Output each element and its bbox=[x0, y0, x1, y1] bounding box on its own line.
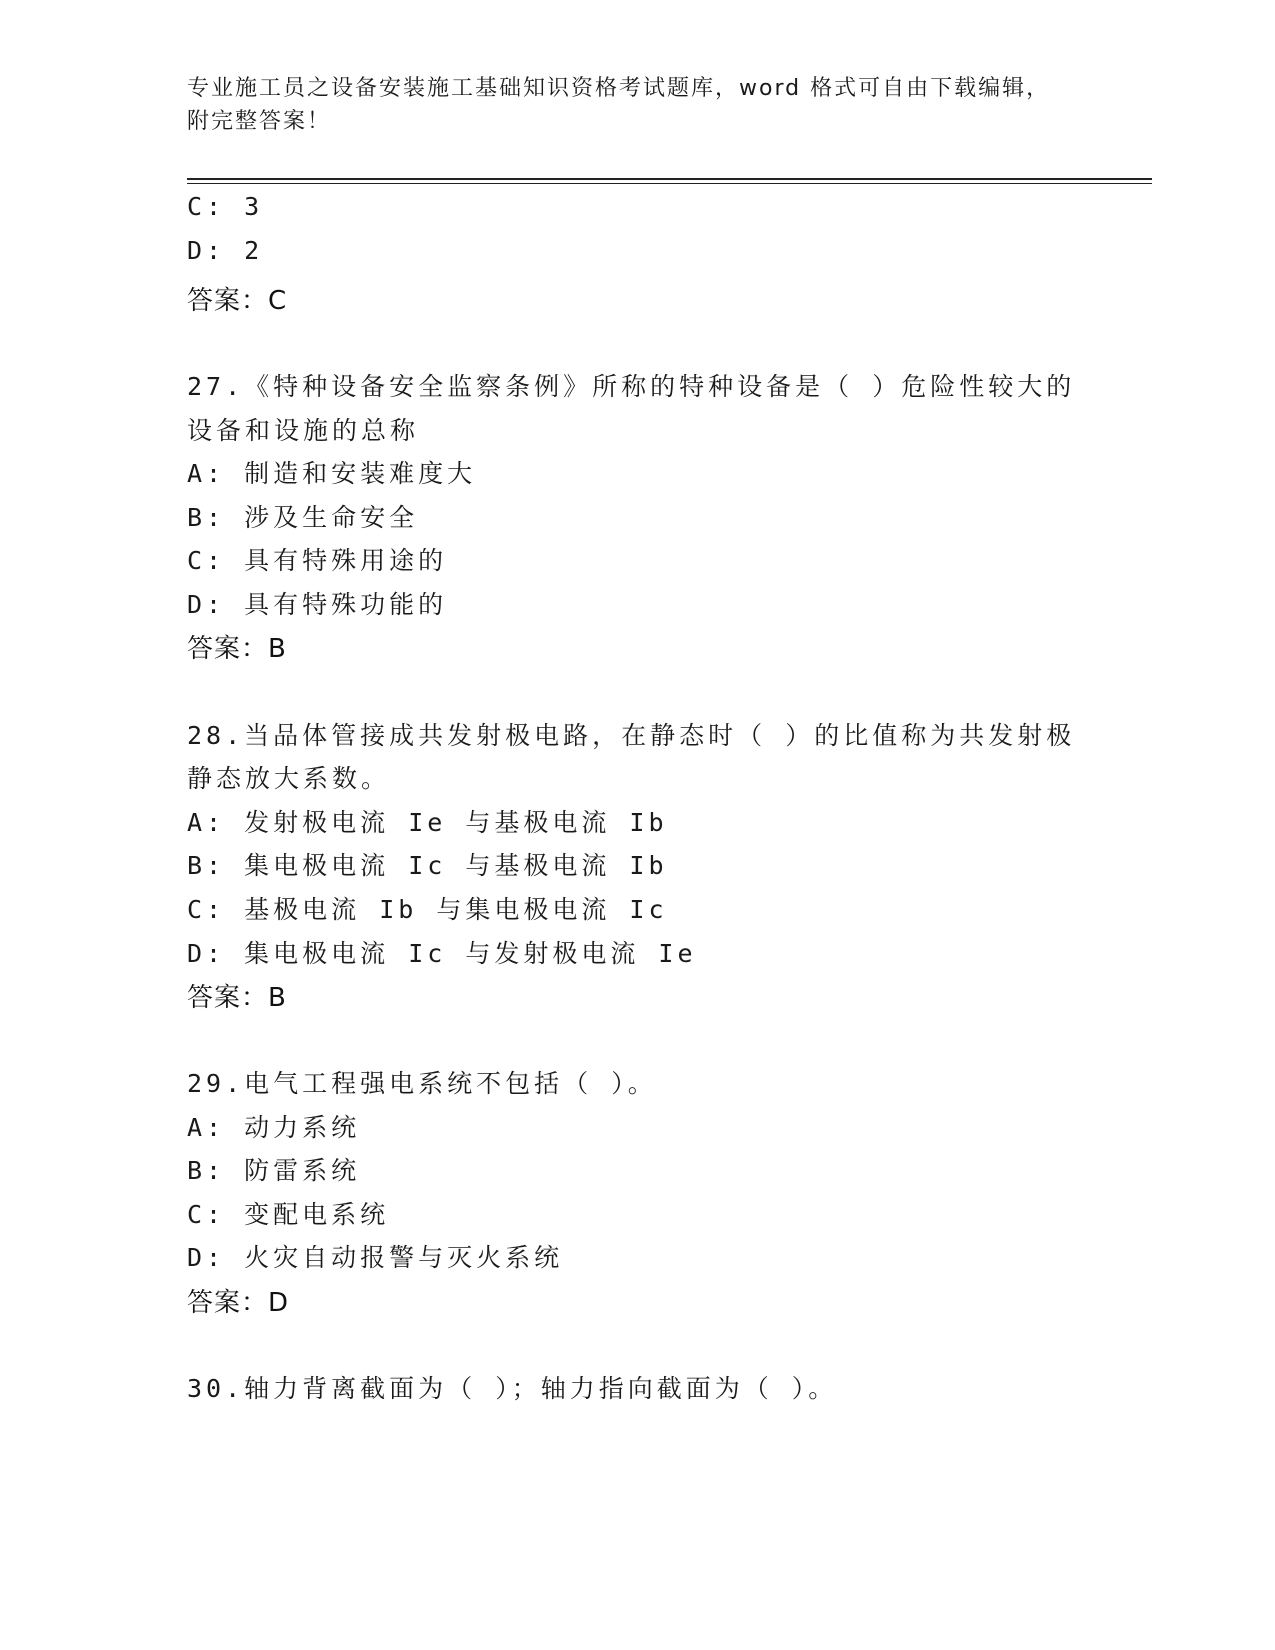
q27-option-a: A: 制造和安装难度大 bbox=[187, 459, 477, 488]
q26-option-d: D: 2 bbox=[187, 236, 264, 265]
q29-option-c: C: 变配电系统 bbox=[187, 1200, 390, 1229]
q28-answer: 答案：B bbox=[187, 983, 287, 1013]
q29-option-d: D: 火灾自动报警与灭火系统 bbox=[187, 1243, 564, 1272]
q27-option-b: B: 涉及生命安全 bbox=[187, 503, 419, 532]
q26-option-c: C: 3 bbox=[187, 192, 264, 221]
q27-stem-line-2: 设备和设施的总称 bbox=[187, 416, 420, 445]
q28-option-c: C: 基极电流 Ib 与集电极电流 Ic bbox=[187, 895, 668, 924]
header-line-2: 附完整答案！ bbox=[187, 109, 332, 134]
q28-option-b: B: 集电极电流 Ic 与基极电流 Ib bbox=[187, 851, 668, 880]
q27-option-d: D: 具有特殊功能的 bbox=[187, 590, 448, 619]
header-rule-thin bbox=[187, 183, 1152, 184]
q30-stem-line-1: 30.轴力背离截面为（ ）；轴力指向截面为（ ）。 bbox=[187, 1374, 838, 1403]
q27-option-c: C: 具有特殊用途的 bbox=[187, 546, 448, 575]
q28-option-d: D: 集电极电流 Ic 与发射极电流 Ie bbox=[187, 939, 697, 968]
q27-answer: 答案：B bbox=[187, 634, 287, 664]
q28-stem-line-1: 28.当品体管接成共发射极电路，在静态时（ ）的比值称为共发射极 bbox=[187, 721, 1076, 750]
q29-answer: 答案：D bbox=[187, 1288, 290, 1318]
document-header bbox=[187, 72, 1087, 138]
header-line-1: 专业施工员之设备安装施工基础知识资格考试题库，word 格式可自由下载编辑， bbox=[187, 76, 1051, 101]
q28-stem-line-2: 静态放大系数。 bbox=[187, 764, 391, 793]
q29-option-b: B: 防雷系统 bbox=[187, 1156, 361, 1185]
q29-option-a: A: 动力系统 bbox=[187, 1113, 361, 1142]
q29-stem-line-1: 29.电气工程强电系统不包括（ ）。 bbox=[187, 1069, 657, 1098]
header-rule-thick bbox=[187, 178, 1152, 180]
q26-answer: 答案：C bbox=[187, 286, 288, 316]
q28-option-a: A: 发射极电流 Ie 与基极电流 Ib bbox=[187, 808, 668, 837]
q27-stem-line-1: 27.《特种设备安全监察条例》所称的特种设备是（ ）危险性较大的 bbox=[187, 372, 1076, 401]
